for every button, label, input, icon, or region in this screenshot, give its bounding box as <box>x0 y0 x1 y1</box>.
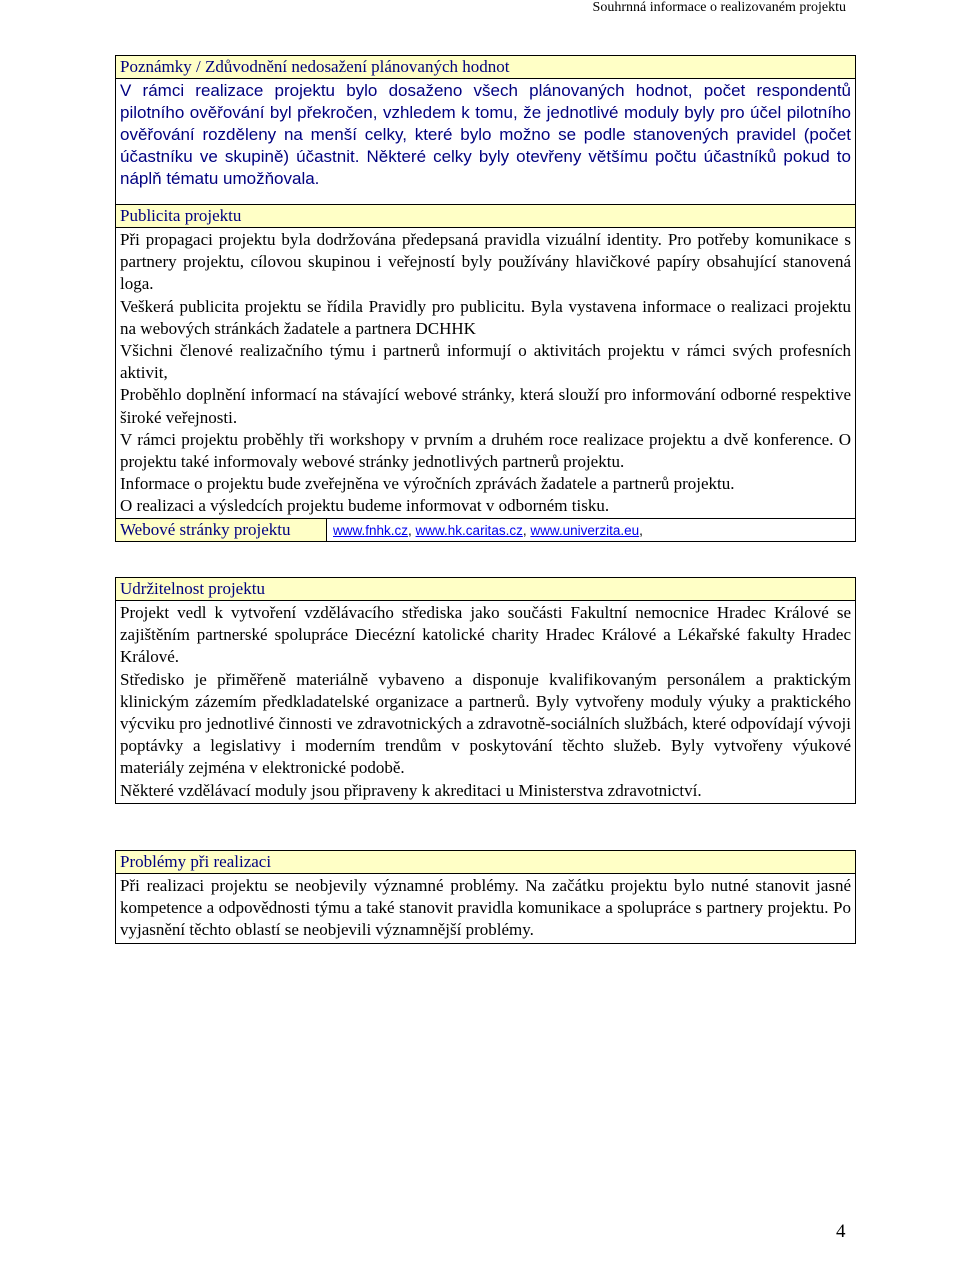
publicity-title: Publicita projektu <box>116 204 855 228</box>
publicity-paragraph: Všichni členové realizačního týmu i partnerů informují o aktivitách projektu v rámci svých profesních aktivit, <box>120 341 851 383</box>
problems-title: Problémy při realizaci <box>116 851 855 874</box>
publicity-paragraph: Proběhlo doplnění informací na stávající webové stránky, která slouží pro informování odborné respektive široké veřejnosti. <box>120 385 851 427</box>
problems-section <box>115 850 856 944</box>
running-header: Souhrnná informace o realizovaném projektu <box>592 0 846 15</box>
publicity-paragraph: V rámci projektu proběhly tři workshopy v prvním a druhém roce realizace projektu a dvě konference. O projektu také informovaly webové stránky jednotlivých partnerů projektu. <box>120 429 851 472</box>
web-links <box>327 519 648 541</box>
sustainability-paragraph: Některé vzdělávací moduly jsou připraveny k akreditaci u Ministerstva zdravotnictví. <box>120 780 702 800</box>
problems-text: Při realizaci projektu se neobjevily významné problémy. Na začátku projektu bylo nutné stanovit jasné kompetence a odpovědnosti týmu a také stanovit pravidla komunikace a spolupráce s partnery projektu. Po vyjasnění těchto oblastí se neobjevili významnější problémy. <box>120 876 851 940</box>
sustainability-paragraph: Středisko je přiměřeně materiálně vybaveno a disponuje kvalifikovaným personálem a praktickým klinickým zázemím předkladatelské organizace a partnerů. Byly vytvořeny moduly výuky a praktického výcviku pro jednotlivé činnosti ve zdravotnických a zdravotně-sociálních službách, které odpovídají vývoji poptávky a legislativy i moderním trendům v poskytování těchto služeb. Byly vytvořeny výukové materiály zejména v elektronické podobě. <box>120 669 851 778</box>
link-separator: , <box>408 522 416 538</box>
sustainability-paragraph: Projekt vedl k vytvoření vzdělávacího střediska jako součásti Fakultní nemocnice Hradec Králové se zajištěním partnerské spolupráce Diecézní katolické charity Hradec Králové a Lékařské fakulty Hradec Králové. <box>120 603 851 667</box>
publicity-body <box>116 228 855 518</box>
sustainability-section <box>115 577 856 804</box>
notes-title: Poznámky / Zdůvodnění nedosažení plánovaných hodnot <box>116 56 855 79</box>
notes-text: V rámci realizace projektu bylo dosaženo všech plánovaných hodnot, počet respondentů pilotního ověřování byl překročen, vzhledem k tomu, že jednotlivé moduly byly pro účel pilotního ověřování rozděleny na menší celky, které bylo možno se podle stanovených pravidel (počet účastníku ve skupině) účastnit. Některé celky byly otevřeny většímu počtu účastníků pokud to náplň tématu umožňovala. <box>120 81 851 188</box>
link-univerzita[interactable]: www.univerzita.eu <box>530 522 640 538</box>
web-row <box>116 518 855 541</box>
publicity-paragraph: O realizaci a výsledcích projektu budeme informovat v odborném tisku. <box>120 496 610 516</box>
link-fnhk[interactable]: www.fnhk.cz <box>333 522 409 538</box>
publicity-paragraph: Informace o projektu bude zveřejněna ve výročních zprávách žadatele a partnerů projektu. <box>120 474 735 494</box>
publicity-paragraph: Při propagaci projektu byla dodržována předepsaná pravidla vizuální identity. Pro potřeby komunikace s partnery projektu, cílovou skupinou i veřejností byly používány hlavičkové papíry obsahující stanovená loga. <box>120 230 851 294</box>
web-label: Webové stránky projektu <box>116 519 327 541</box>
link-caritas[interactable]: www.hk.caritas.cz <box>415 522 523 538</box>
link-separator: , <box>522 522 531 538</box>
links-trailing: , <box>639 522 643 538</box>
sustainability-title: Udržitelnost projektu <box>116 578 855 601</box>
publicity-paragraph: Veškerá publicita projektu se řídila Pravidly pro publicitu. Byla vystavena informace o realizaci projektu na webových stránkách žadatele a partnera DCHHK <box>120 296 851 338</box>
notes-section <box>115 55 856 542</box>
page-number: 4 <box>836 1221 846 1242</box>
